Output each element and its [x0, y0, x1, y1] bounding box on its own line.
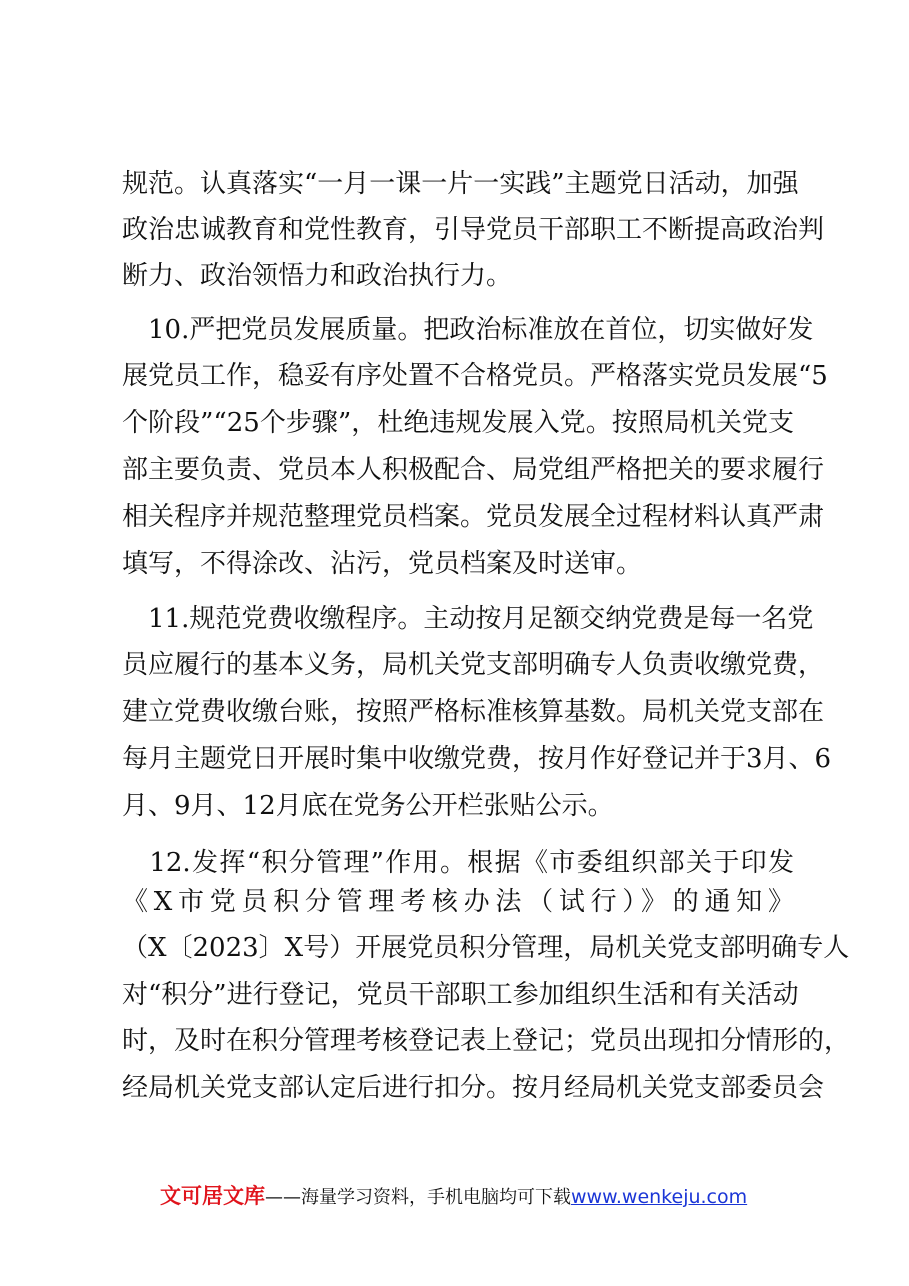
paragraph-line: 展党员工作，稳妥有序处置不合格党员。严格落实党员发展“5 — [122, 361, 828, 391]
footer-slogan: ——海量学习资料，手机电脑均可下载 — [265, 1187, 571, 1208]
paragraph-line: 员应履行的基本义务，局机关党支部明确专人负责收缴党费， — [122, 650, 825, 680]
paragraph-line: 相关程序并规范整理党员档案。党员发展全过程材料认真严肃 — [122, 502, 825, 532]
paragraph-line: 政治忠诚教育和党性教育，引导党员干部职工不断提高政治判 — [122, 215, 825, 245]
site-link[interactable]: www.wenkeju.com — [571, 1186, 748, 1208]
paragraph-line: 10.严把党员发展质量。把政治标准放在首位，切实做好发 — [122, 315, 814, 345]
paragraph-line: 11.规范党费收缴程序。主动按月足额交纳党费是每一名党 — [122, 604, 814, 634]
paragraph-line: 部主要负责、党员本人积极配合、局党组严格把关的要求履行 — [122, 455, 825, 485]
paragraph-line: 月、9月、12月底在党务公开栏张贴公示。 — [122, 791, 614, 821]
paragraph-line: 时，及时在积分管理考核登记表上登记；党员出现扣分情形的， — [122, 1026, 851, 1056]
paragraph-line: 填写，不得涂改、沾污，党员档案及时送审。 — [122, 549, 643, 579]
paragraph-line: 规范。认真落实“一月一课一片一实践”主题党日活动，加强 — [122, 169, 799, 199]
paragraph-line: 《X市党员积分管理考核办法（试行）》的通知》 — [122, 887, 794, 917]
brand-name: 文可居文库 — [160, 1184, 265, 1208]
paragraph-line: 12.发挥“积分管理”作用。根据《市委组织部关于印发 — [122, 848, 794, 878]
footer-banner — [160, 1181, 780, 1211]
paragraph-line: 对“积分”进行登记，党员干部职工参加组织生活和有关活动 — [122, 980, 799, 1010]
paragraph-line: 经局机关党支部认定后进行扣分。按月经局机关党支部委员会 — [122, 1073, 825, 1103]
paragraph-line: 建立党费收缴台账，按照严格标准核算基数。局机关党支部在 — [122, 697, 825, 727]
paragraph-line: （X〔2023〕X号）开展党员积分管理，局机关党支部明确专人 — [122, 933, 850, 963]
paragraph-line: 断力、政治领悟力和政治执行力。 — [122, 261, 513, 291]
paragraph-line: 每月主题党日开展时集中收缴党费，按月作好登记并于3月、6 — [122, 744, 832, 774]
paragraph-line: 个阶段”“25个步骤”，杜绝违规发展入党。按照局机关党支 — [122, 408, 794, 438]
